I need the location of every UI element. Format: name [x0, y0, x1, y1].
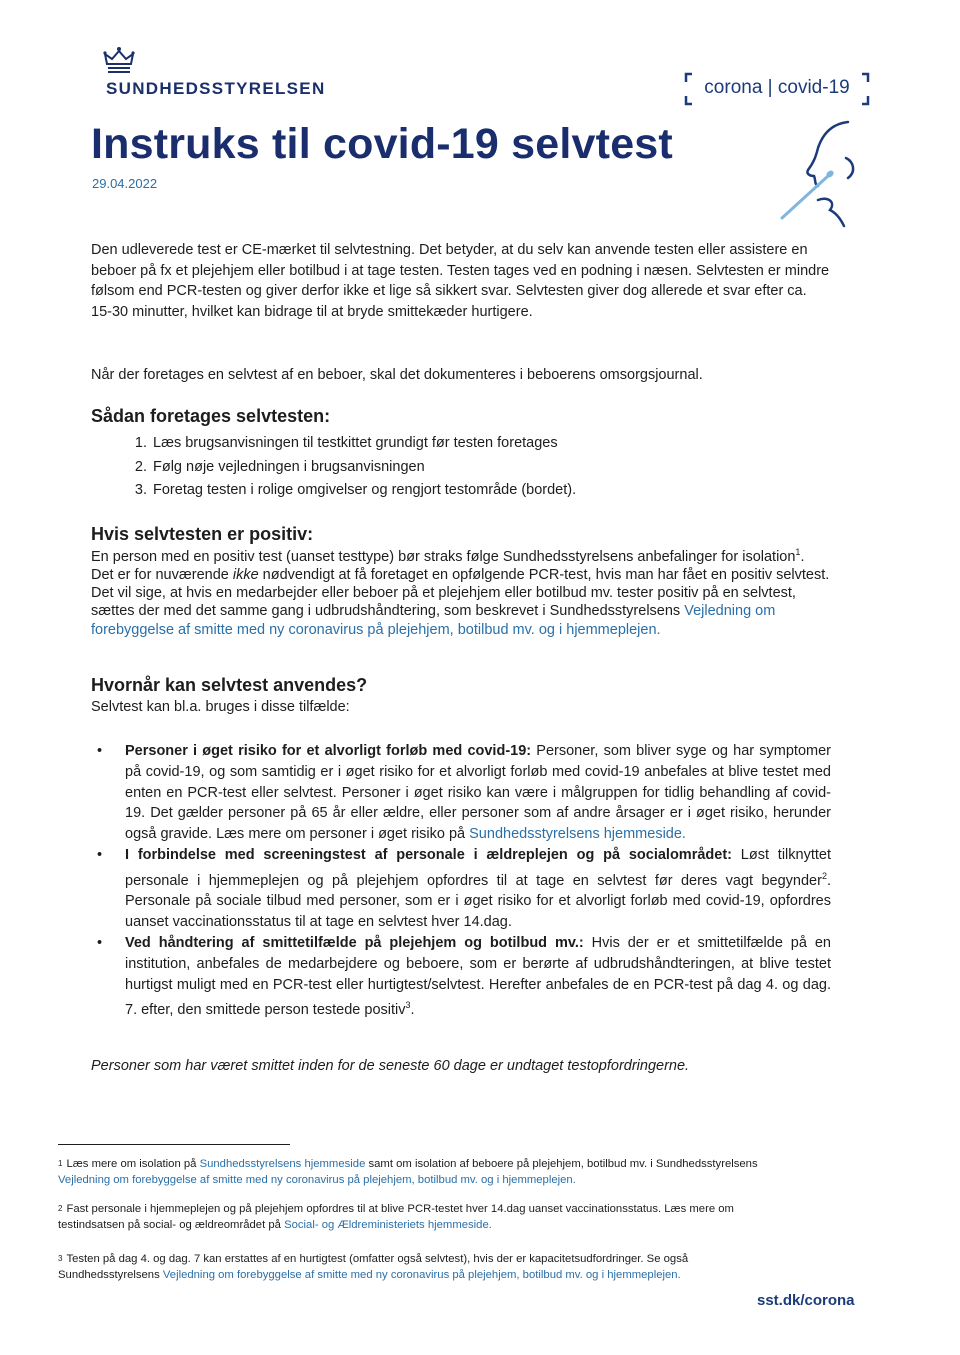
when-intro: Selvtest kan bl.a. bruges i disse tilfælde: — [91, 699, 350, 715]
sst-website-link[interactable]: Sundhedsstyrelsens hjemmeside. — [469, 826, 686, 843]
bullet: • — [97, 743, 103, 759]
step-item: 2. Følg nøje vejledningen i brugsanvisningen — [151, 456, 871, 480]
bullet: • — [97, 846, 103, 863]
step-item: 3. Foretag testen i rolige omgivelser og rengjort testområde (bordet). — [151, 479, 871, 503]
emphasis: ikke — [232, 567, 259, 584]
crown-logo-icon — [103, 46, 135, 76]
bullet: • — [97, 935, 103, 951]
exemption-note: Personer som har været smittet inden for de seneste 60 dage er undtaget testopfordringerne. — [91, 1058, 690, 1074]
footnote-ref: 1 — [795, 547, 801, 557]
site-url-link[interactable]: sst.dk/corona — [757, 1292, 855, 1309]
corona-tag — [684, 72, 870, 106]
list-item: • Ved håndtering af smittetilfælde på plejehjem og botilbud mv.: Hvis der er et smittetilfælde på en institution, anbefales de medarbejdere og beboere, som er berørte af udbrudshåndteringen, at blive testet hurtigst muligt med en PCR-test eller hurtigtest/selvtest. Herefter anbefales de en PCR-test på dag 4. og dag. 7. efter, den smittede person testede positiv$^3$. — [97, 935, 831, 1019]
footnote-link[interactable]: Vejledning om forebyggelse af smitte med ny coronavirus på plejehjem, botilbud mv. og i hjemmeplejen. — [162, 1268, 681, 1281]
footnote-3: $^3$ Testen på dag 4. og dag. 7 kan erstattes af en hurtigtest (omfatter også selvtest), hvis der er kapacitetsudfordringer. Se også Sundhedsstyrelsens Vejledning om forebyggelse af smitte med ny coronavirus på plejehjem, botilbud mv. og i hjemmeplejen. — [58, 1253, 689, 1281]
document-date: 29.04.2022 — [92, 176, 158, 191]
guideline-link[interactable]: Vejledning om forebyggelse af smitte med ny coronavirus på plejehjem, botilbud mv. og i hjemmeplejen. — [91, 603, 776, 638]
when-heading: Hvornår kan selvtest anvendes? — [91, 675, 368, 695]
steps-list — [91, 432, 871, 503]
list-item: • I forbindelse med screeningstest af personale i ældreplejen og på socialområdet: Løst tilknyttet personale i hjemmeplejen og på plejehjem opfordres til at tage en selvtest før deres vagt begynder$^2$. Personale på sociale tilbud med personer, som er i øget risiko for et alvorligt forløb med covid-19, opfordres uanset vaccinationsstatus til at tage en selvtest hver 14.dag. — [97, 846, 831, 931]
positive-heading: Hvis selvtesten er positiv: — [91, 524, 314, 544]
footnote-ref: 2 — [821, 870, 827, 881]
footnote-link[interactable]: Sundhedsstyrelsens hjemmeside — [199, 1158, 366, 1170]
step-item: 1. Læs brugsanvisningen til testkittet grundigt før testen foretages — [151, 432, 871, 456]
page-title: Instruks til covid-19 selvtest — [91, 120, 673, 168]
footnote-link[interactable]: Social- og Ældreministeriets hjemmeside. — [284, 1218, 492, 1231]
footnote-divider — [58, 1144, 290, 1145]
logo-wordmark: SUNDHEDSSTYRELSEN — [106, 79, 326, 98]
footnote-2: $^2$ Fast personale i hjemmeplejen og på plejehjem opfordres til at blive PCR-testet hver 14.dag uanset vaccinationsstatus. Læs mere om testindsatsen på social- og ældreområdet på Social- og Ældreministeriets hjemmeside. — [58, 1203, 734, 1231]
corona-tag-text: corona | covid-19 — [704, 77, 850, 98]
footnote-link[interactable]: Vejledning om forebyggelse af smitte med ny coronavirus på plejehjem, botilbud mv. og i hjemmeplejen. — [58, 1173, 576, 1186]
footnote-ref: 3 — [405, 1000, 411, 1011]
use-cases-list — [91, 741, 831, 1021]
footnote-1: $^1$ Læs mere om isolation på Sundhedsstyrelsens hjemmeside samt om isolation af beboere på plejehjem, botilbud mv. i Sundhedsstyrelsens Vejledning om forebyggelse af smitte med ny coronavirus på plejehjem, botilbud mv. og i hjemmeplejen. — [58, 1158, 758, 1186]
documentation-paragraph: Når der foretages en selvtest af en beboer, skal det dokumenteres i beboerens omsorgsjournal. — [91, 367, 703, 383]
list-item: • Personer i øget risiko for et alvorligt forløb med covid-19: Personer, som bliver syge og har symptomer på covid-19, og som samtidig er i øget risiko for et alvorligt forløb med covid-19 anbefales at blive testet med enten en PCR-test eller selvtest. Personer i øget risiko kan være i målgruppen for tidlig behandling af covid-19. Det gælder personer på 65 år eller ældre, eller personer som af andre årsager er i øget risiko, herunder også gravide. Læs mere om personer i øget risiko på Sundhedsstyrelsens hjemmeside. — [97, 743, 831, 843]
intro-paragraph: Den udleverede test er CE-mærket til selvtestning. Det betyder, at du selv kan anvende testen eller assistere en beboer på fx et plejehjem eller botilbud i at tage testen. Testen tages ved en podning i næsen. Selvtesten er mindre følsom end PCR-testen og giver derfor ikke et lige så sikkert svar. Selvtesten giver dog allerede et svar efter ca. 15-30 minutter, hvilket kan bidrage til at bryde smittekæder hurtigere. — [91, 242, 830, 320]
nasal-swab-illustration-icon — [778, 118, 868, 228]
how-to-heading: Sådan foretages selvtesten: — [91, 406, 331, 426]
positive-paragraph: En person med en positiv test (uanset testtype) bør straks følge Sundhedsstyrelsens anbefalinger for isolation$^1$. Det er for nuværende ikke nødvendigt at få foretaget en opfølgende PCR-test, hvis man har fået en positiv selvtest. Det vil sige, at hvis en medarbejder eller beboer på et plejehjem eller botilbud mv. tester positiv på en selvtest, sættes der med det samme gang i udbrudshåndtering, som beskrevet i Sundhedsstyrelsens Vejledning om forebyggelse af smitte med ny coronavirus på plejehjem, botilbud mv. og i hjemmeplejen. — [91, 547, 830, 638]
